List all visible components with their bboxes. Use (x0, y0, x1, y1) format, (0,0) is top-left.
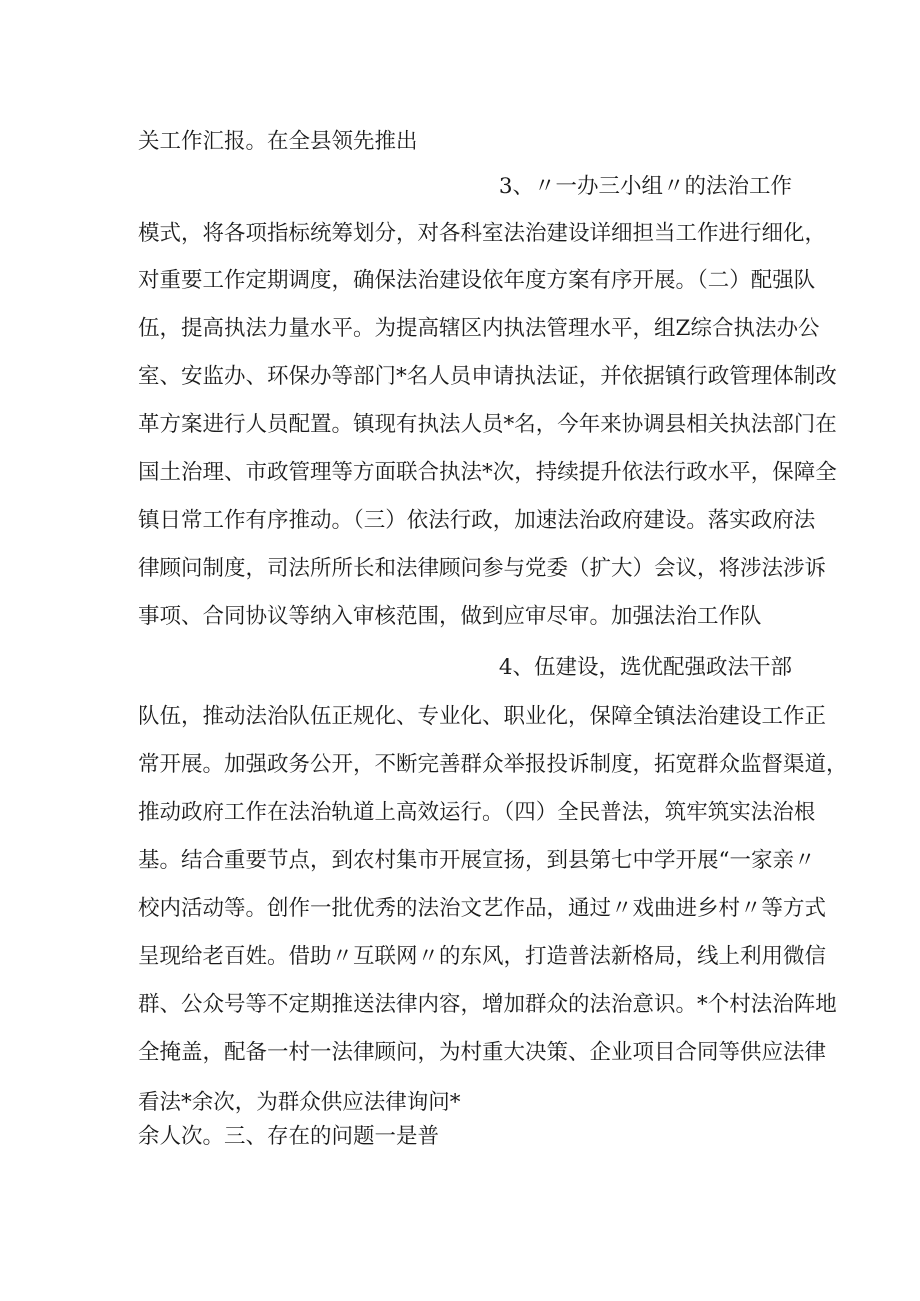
text-line-3: 模式，将各项指标统筹划分，对各科室法治建设详细担当工作进行细化， (138, 221, 827, 246)
text-line-5: 伍，提高执法力量水平。为提高辖区内执法管理水平，组Z综合执法办公 (138, 316, 820, 341)
text-line-6: 室、安监办、环保办等部门*名人员申请执法证，并依据镇行政管理体制改 (138, 364, 837, 389)
text-line-21: 看法*余次，为群众供应法律询问* (138, 1090, 461, 1115)
text-line-15: 推动政府工作在法治轨道上高效运行。（四）全民普法，筑牢筑实法治根 (138, 800, 816, 825)
text-line-10: 律顾问制度，司法所所长和法律顾问参与党委（扩大）会议，将涉法涉诉 (138, 556, 827, 581)
text-line-8: 国土治理、市政管理等方面联合执法*次，持续提升依法行政水平，保障全 (138, 460, 837, 485)
text-line-4: 对重要工作定期调度，确保法治建设依年度方案有序开展。（二）配强队 (138, 268, 816, 293)
text-line-2: 3、〃一办三小组〃的法治工作 (498, 174, 792, 199)
text-line-16: 基。结合重要节点，到农村集市开展宣扬，到县第七中学开展“一家亲〃 (138, 848, 816, 873)
text-line-22: 余人次。三、存在的问题一是普 (138, 1124, 440, 1149)
text-line-17: 校内活动等。创作一批优秀的法治文艺作品，通过〃戏曲进乡村〃等方式 (138, 896, 827, 921)
text-line-7: 革方案进行人员配置。镇现有执法人员*名，今年来协调县相关执法部门在 (138, 412, 837, 437)
text-line-9: 镇日常工作有序推动。（三）依法行政，加速法治政府建设。落实政府法 (138, 508, 816, 533)
text-line-19: 群、公众号等不定期推送法律内容，增加群众的法治意识。*个村法治阵地 (138, 992, 837, 1017)
text-line-11: 事项、合同协议等纳入审核范围，做到应审尽审。加强法治工作队 (138, 604, 762, 629)
text-line-20: 全掩盖，配备一村一法律顾问，为村重大决策、企业项目合同等供应法律 (138, 1040, 827, 1065)
text-line-1: 关工作汇报。在全县领先推出 (138, 129, 418, 154)
text-line-14: 常开展。加强政务公开，不断完善群众举报投诉制度，拓宽群众监督渠道， (138, 752, 848, 777)
text-line-12: 4、伍建设，选优配强政法干部 (498, 655, 792, 680)
text-line-18: 呈现给老百姓。借助〃互联网〃的东风，打造普法新格局，线上利用微信 (138, 944, 827, 969)
text-line-13: 队伍，推动法治队伍正规化、专业化、职业化，保障全镇法治建设工作正 (138, 704, 827, 729)
